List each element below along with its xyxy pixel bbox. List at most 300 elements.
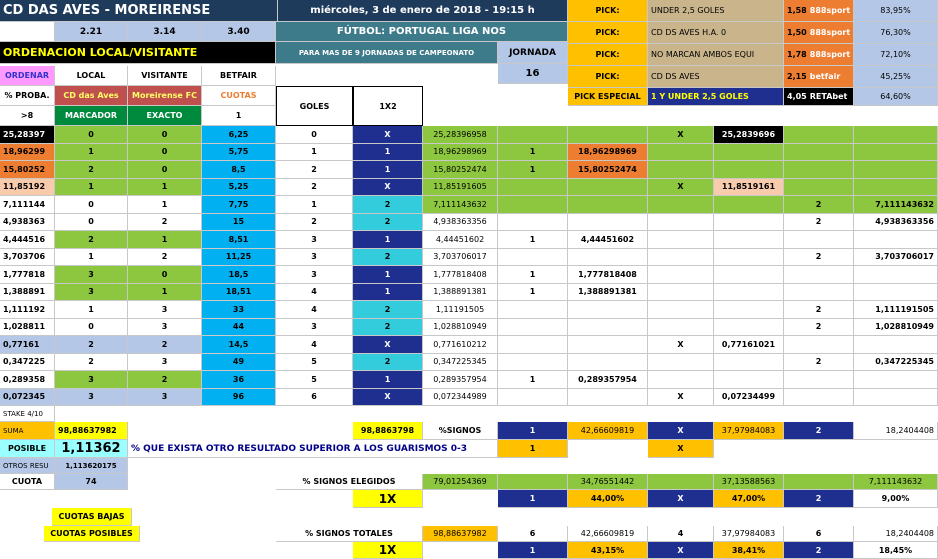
- row-away-goals: 2: [128, 214, 202, 232]
- elegidos-row-cell: 1: [498, 490, 568, 508]
- home-team: CD das Aves: [55, 86, 128, 106]
- pick-especial-label: PICK ESPECIAL: [568, 88, 648, 106]
- row-home-goals: 0: [55, 319, 128, 337]
- row-value-2: [854, 266, 938, 284]
- pick-especial-odd-value: 4,05: [787, 92, 807, 101]
- pick-desc: UNDER 2,5 GOLES: [648, 0, 784, 22]
- row-sign-2: [784, 371, 854, 389]
- row-sign-x: X: [648, 179, 714, 197]
- elegidos-label: % SIGNOS ELEGIDOS: [276, 474, 423, 490]
- row-sign: 1: [353, 371, 423, 389]
- row-value-x: [714, 354, 784, 372]
- row-value-2: [854, 179, 938, 197]
- row-sign-2: [784, 161, 854, 179]
- pick-odd-value: 1,78: [787, 50, 807, 59]
- row-home-goals: 1: [55, 301, 128, 319]
- row-sign: 2: [353, 249, 423, 267]
- row-value-1: 4,44451602: [568, 231, 648, 249]
- pick-desc: CD DS AVES: [648, 66, 784, 88]
- row-sign-1: 1: [498, 161, 568, 179]
- totales-row-cell: 43,15%: [568, 542, 648, 559]
- col-betfair: BETFAIR: [202, 66, 276, 86]
- totales-cell: 6: [784, 526, 854, 542]
- row-away-goals: 3: [128, 301, 202, 319]
- row-value-1: 1,777818408: [568, 266, 648, 284]
- row-sign-2: [784, 126, 854, 144]
- row-probability: 4,444516: [0, 231, 55, 249]
- row-away-goals: 2: [128, 336, 202, 354]
- row-value: 3,703706017: [423, 249, 498, 267]
- row-sign-2: [784, 389, 854, 407]
- row-value-x: 0,07234499: [714, 389, 784, 407]
- row-value-x: 11,8519161: [714, 179, 784, 197]
- row-odd: 6,25: [202, 126, 276, 144]
- elegidos-row-cell: 9,00%: [854, 490, 938, 508]
- away-team: Moreirense FC: [128, 86, 202, 106]
- row-value-2: [854, 126, 938, 144]
- col-1x2: 1X2: [353, 86, 423, 126]
- row-value-x: 25,2839696: [714, 126, 784, 144]
- row-away-goals: 3: [128, 389, 202, 407]
- row-odd: 18,51: [202, 284, 276, 302]
- pick-odd: [784, 44, 854, 66]
- row-away-goals: 1: [128, 231, 202, 249]
- row-sign-x: [648, 354, 714, 372]
- row-odd: 8,51: [202, 231, 276, 249]
- row-sign-2: [784, 336, 854, 354]
- ordenar-button[interactable]: ORDENAR: [0, 66, 55, 86]
- section-title: ORDENACION LOCAL/VISITANTE: [0, 42, 276, 64]
- row-value-x: [714, 319, 784, 337]
- row-home-goals: 0: [55, 196, 128, 214]
- pick-odd-value: 1,58: [787, 6, 807, 15]
- row-value-2: [854, 144, 938, 162]
- row-sign: 2: [353, 214, 423, 232]
- match-date: miércoles, 3 de enero de 2018 - 19:15 h: [278, 0, 568, 22]
- row-value-2: [854, 284, 938, 302]
- pick-odd-value: 1,50: [787, 28, 807, 37]
- row-sign-2: 2: [784, 354, 854, 372]
- row-value-1: 1,388891381: [568, 284, 648, 302]
- row-goals: 2: [276, 179, 353, 197]
- row-value-x: 0,77161021: [714, 336, 784, 354]
- row-sign-x: [648, 231, 714, 249]
- col-local: LOCAL: [55, 66, 128, 86]
- row-sign-2: [784, 284, 854, 302]
- row-probability: 0,77161: [0, 336, 55, 354]
- row-sign-2: 2: [784, 249, 854, 267]
- row-sign: 1: [353, 284, 423, 302]
- posible-x: X: [648, 440, 714, 458]
- pick-odd-value: 2,15: [787, 72, 807, 81]
- suma-value: 98,88637982: [55, 422, 128, 440]
- row-goals: 2: [276, 161, 353, 179]
- row-value-x: [714, 144, 784, 162]
- odd-away: 3.40: [202, 22, 276, 42]
- row-value: 1,388891381: [423, 284, 498, 302]
- row-goals: 6: [276, 389, 353, 407]
- row-goals: 4: [276, 284, 353, 302]
- row-sign-2: 2: [784, 301, 854, 319]
- row-goals: 1: [276, 196, 353, 214]
- row-value-2: [854, 231, 938, 249]
- pick-bookmaker: 888sport: [809, 28, 851, 37]
- row-sign-2: [784, 231, 854, 249]
- totales-row-cell: 2: [784, 542, 854, 559]
- row-value-1: [568, 336, 648, 354]
- row-value-1: [568, 249, 648, 267]
- row-sign-1: [498, 196, 568, 214]
- row-probability: 0,347225: [0, 354, 55, 372]
- row-away-goals: 1: [128, 179, 202, 197]
- row-probability: 7,111144: [0, 196, 55, 214]
- pick-odd: [784, 22, 854, 44]
- row-probability: 0,289358: [0, 371, 55, 389]
- row-probability: 1,388891: [0, 284, 55, 302]
- row-odd: 49: [202, 354, 276, 372]
- col-goles: GOLES: [276, 86, 353, 126]
- cuota-label: CUOTA: [0, 474, 55, 490]
- signos-label: %SIGNOS: [423, 422, 498, 440]
- row-sign: 2: [353, 196, 423, 214]
- elegidos-row-cell: 44,00%: [568, 490, 648, 508]
- row-probability: 15,80252: [0, 161, 55, 179]
- row-sign-x: [648, 319, 714, 337]
- row-sign-x: [648, 196, 714, 214]
- row-value: 11,85191605: [423, 179, 498, 197]
- totales-row-cell: 1: [498, 542, 568, 559]
- cuota-value: 74: [55, 474, 128, 490]
- row-probability: 1,777818: [0, 266, 55, 284]
- row-value-2: [854, 389, 938, 407]
- filter-gt8: >8: [0, 106, 55, 126]
- row-away-goals: 3: [128, 354, 202, 372]
- posible-label: POSIBLE: [0, 440, 55, 458]
- row-odd: 36: [202, 371, 276, 389]
- row-odd: 11,25: [202, 249, 276, 267]
- signos-1: 1: [498, 422, 568, 440]
- row-value-1: [568, 214, 648, 232]
- row-sign-1: 1: [498, 144, 568, 162]
- row-value: 25,28396958: [423, 126, 498, 144]
- totales-cell: 6: [498, 526, 568, 542]
- pick-percent: 76,30%: [854, 22, 938, 44]
- row-sign-x: [648, 161, 714, 179]
- totales-cell: 4: [648, 526, 714, 542]
- row-sign: X: [353, 336, 423, 354]
- row-goals: 2: [276, 214, 353, 232]
- elegidos-pick: 1X: [353, 490, 423, 508]
- elegidos-2: 37,13588563: [714, 474, 784, 490]
- row-odd: 44: [202, 319, 276, 337]
- row-home-goals: 2: [55, 336, 128, 354]
- row-value-2: 0,347225345: [854, 354, 938, 372]
- row-value-x: [714, 301, 784, 319]
- totales-row-cell: 38,41%: [714, 542, 784, 559]
- row-value-x: [714, 231, 784, 249]
- row-sign-2: [784, 266, 854, 284]
- pick-especial-bookmaker: RETAbet: [809, 92, 848, 101]
- col-prob: % PROBA.: [0, 86, 55, 106]
- row-value-2: 7,111143632: [854, 196, 938, 214]
- row-goals: 5: [276, 371, 353, 389]
- row-odd: 96: [202, 389, 276, 407]
- signos-2: 2: [784, 422, 854, 440]
- row-sign-2: [784, 179, 854, 197]
- totales-pick: 1X: [353, 542, 423, 559]
- row-sign: 2: [353, 301, 423, 319]
- row-value-1: 0,289357954: [568, 371, 648, 389]
- pick-bookmaker: 888sport: [809, 6, 851, 15]
- row-sign-1: 1: [498, 231, 568, 249]
- row-value-x: [714, 284, 784, 302]
- row-goals: 0: [276, 126, 353, 144]
- col-cuotas: CUOTAS: [202, 86, 276, 106]
- row-goals: 1: [276, 144, 353, 162]
- row-sign-x: [648, 214, 714, 232]
- elegidos-value: 79,01254369: [423, 474, 498, 490]
- row-sign-1: [498, 336, 568, 354]
- row-odd: 18,5: [202, 266, 276, 284]
- col-marcador: MARCADOR: [55, 106, 128, 126]
- row-sign-x: X: [648, 336, 714, 354]
- row-probability: 18,96299: [0, 144, 55, 162]
- pick-odd: [784, 0, 854, 22]
- row-sign-1: 1: [498, 284, 568, 302]
- pick-label: PICK:: [568, 44, 648, 66]
- row-value-x: [714, 371, 784, 389]
- suma-right: 98,8863798: [353, 422, 423, 440]
- row-away-goals: 1: [128, 196, 202, 214]
- row-value: 4,938363356: [423, 214, 498, 232]
- odd-home: 2.21: [55, 22, 128, 42]
- row-sign: 1: [353, 144, 423, 162]
- row-value: 0,347225345: [423, 354, 498, 372]
- row-sign-2: 2: [784, 319, 854, 337]
- totales-cell: 37,97984083: [714, 526, 784, 542]
- row-value-2: 1,111191505: [854, 301, 938, 319]
- row-value-2: 3,703706017: [854, 249, 938, 267]
- row-value-2: 1,028810949: [854, 319, 938, 337]
- pick-desc: CD DS AVES H.A. 0: [648, 22, 784, 44]
- elegidos-3: 7,111143632: [854, 474, 938, 490]
- pick-odd: [784, 66, 854, 88]
- row-sign-x: [648, 249, 714, 267]
- row-sign-2: 2: [784, 196, 854, 214]
- row-value: 0,289357954: [423, 371, 498, 389]
- row-sign-1: 1: [498, 266, 568, 284]
- jornada-label: JORNADA: [498, 42, 568, 64]
- pick-label: PICK:: [568, 22, 648, 44]
- match-title: CD DAS AVES - MOREIRENSE: [0, 0, 278, 22]
- row-value: 4,44451602: [423, 231, 498, 249]
- row-goals: 4: [276, 336, 353, 354]
- posible-value: 1,11362: [55, 440, 128, 458]
- row-value-1: [568, 179, 648, 197]
- row-away-goals: 0: [128, 266, 202, 284]
- pick-label: PICK:: [568, 0, 648, 22]
- row-value-1: [568, 389, 648, 407]
- row-odd: 33: [202, 301, 276, 319]
- pick-desc: NO MARCAN AMBOS EQUI: [648, 44, 784, 66]
- row-goals: 5: [276, 354, 353, 372]
- row-probability: 3,703706: [0, 249, 55, 267]
- totales-row-cell: 18,45%: [854, 542, 938, 559]
- row-sign: 2: [353, 319, 423, 337]
- row-value: 15,80252474: [423, 161, 498, 179]
- row-sign: X: [353, 179, 423, 197]
- row-sign-2: [784, 144, 854, 162]
- odds-blank: [0, 22, 55, 42]
- row-home-goals: 0: [55, 126, 128, 144]
- row-sign-x: [648, 301, 714, 319]
- otros-value: 1,113620175: [55, 458, 128, 474]
- signos-1-pct: 42,66609819: [568, 422, 648, 440]
- row-value-1: [568, 196, 648, 214]
- row-value: 1,028810949: [423, 319, 498, 337]
- totales-cell: 18,2404408: [854, 526, 938, 542]
- row-value: 7,111143632: [423, 196, 498, 214]
- row-value-x: [714, 214, 784, 232]
- row-probability: 11,85192: [0, 179, 55, 197]
- row-sign-x: [648, 266, 714, 284]
- row-odd: 5,25: [202, 179, 276, 197]
- row-odd: 5,75: [202, 144, 276, 162]
- row-probability: 0,072345: [0, 389, 55, 407]
- row-sign-1: [498, 214, 568, 232]
- row-home-goals: 1: [55, 249, 128, 267]
- row-value-1: [568, 126, 648, 144]
- row-away-goals: 0: [128, 161, 202, 179]
- row-value-x: [714, 249, 784, 267]
- row-sign-2: 2: [784, 214, 854, 232]
- row-sign-1: [498, 319, 568, 337]
- pick-bookmaker: betfair: [809, 72, 841, 81]
- row-sign-1: [498, 354, 568, 372]
- row-sign-x: [648, 371, 714, 389]
- row-home-goals: 0: [55, 214, 128, 232]
- row-value-1: 18,96298969: [568, 144, 648, 162]
- elegidos-blank-2: [648, 474, 714, 490]
- row-value: 0,072344989: [423, 389, 498, 407]
- row-sign-1: [498, 301, 568, 319]
- col-visitante: VISITANTE: [128, 66, 202, 86]
- row-probability: 25,28397: [0, 126, 55, 144]
- row-probability: 1,111192: [0, 301, 55, 319]
- totales-value: 98,88637982: [423, 526, 498, 542]
- elegidos-row-cell: 2: [784, 490, 854, 508]
- row-value-1: [568, 319, 648, 337]
- posible-text: % QUE EXISTA OTRO RESULTADO SUPERIOR A LOS GUARISMOS 0-3: [128, 440, 498, 458]
- row-sign: X: [353, 389, 423, 407]
- row-value-2: [854, 161, 938, 179]
- row-home-goals: 3: [55, 266, 128, 284]
- row-probability: 1,028811: [0, 319, 55, 337]
- col-exacto: EXACTO: [128, 106, 202, 126]
- pick-especial-odd: [784, 88, 854, 106]
- row-sign: 1: [353, 266, 423, 284]
- league-name: FÚTBOL: PORTUGAL LIGA NOS: [276, 22, 568, 42]
- row-sign-x: [648, 284, 714, 302]
- row-value-x: [714, 196, 784, 214]
- row-value-2: [854, 336, 938, 354]
- row-home-goals: 3: [55, 284, 128, 302]
- col-one: 1: [202, 106, 276, 126]
- row-home-goals: 2: [55, 354, 128, 372]
- jornadas-note: PARA MAS DE 9 JORNADAS DE CAMPEONATO: [276, 42, 498, 64]
- row-value: 18,96298969: [423, 144, 498, 162]
- pick-especial-desc: 1 Y UNDER 2,5 GOLES: [648, 88, 784, 106]
- pick-especial-percent: 64,60%: [854, 88, 938, 106]
- row-goals: 3: [276, 231, 353, 249]
- cuotas-posibles: CUOTAS POSIBLES: [44, 526, 140, 542]
- row-value-x: [714, 266, 784, 284]
- pick-percent: 83,95%: [854, 0, 938, 22]
- row-sign-1: [498, 249, 568, 267]
- suma-label: SUMA: [0, 422, 55, 440]
- pick-label: PICK:: [568, 66, 648, 88]
- row-away-goals: 2: [128, 371, 202, 389]
- row-value-2: 4,938363356: [854, 214, 938, 232]
- row-home-goals: 2: [55, 161, 128, 179]
- row-value-2: [854, 371, 938, 389]
- signos-2-pct: 18,2404408: [854, 422, 938, 440]
- row-probability: 4,938363: [0, 214, 55, 232]
- cuotas-bajas: CUOTAS BAJAS: [52, 508, 132, 526]
- row-sign: 2: [353, 354, 423, 372]
- signos-x-pct: 37,97984083: [714, 422, 784, 440]
- elegidos-row-cell: X: [648, 490, 714, 508]
- odd-draw: 3.14: [128, 22, 202, 42]
- row-sign-x: X: [648, 126, 714, 144]
- pick-percent: 72,10%: [854, 44, 938, 66]
- row-value-1: [568, 301, 648, 319]
- totales-row-cell: X: [648, 542, 714, 559]
- row-goals: 3: [276, 319, 353, 337]
- row-goals: 4: [276, 301, 353, 319]
- row-away-goals: 0: [128, 126, 202, 144]
- row-sign-x: [648, 144, 714, 162]
- row-value: 0,771610212: [423, 336, 498, 354]
- row-sign-1: 1: [498, 371, 568, 389]
- pick-percent: 45,25%: [854, 66, 938, 88]
- row-value-1: 15,80252474: [568, 161, 648, 179]
- row-goals: 3: [276, 266, 353, 284]
- totales-label: % SIGNOS TOTALES: [276, 526, 423, 542]
- row-odd: 15: [202, 214, 276, 232]
- row-away-goals: 0: [128, 144, 202, 162]
- row-away-goals: 1: [128, 284, 202, 302]
- row-sign-1: [498, 179, 568, 197]
- row-sign: X: [353, 126, 423, 144]
- pick-bookmaker: 888sport: [809, 50, 851, 59]
- row-sign-x: X: [648, 389, 714, 407]
- jornada-value: 16: [498, 64, 568, 84]
- elegidos-row-cell: 47,00%: [714, 490, 784, 508]
- stake: STAKE 4/10: [0, 406, 55, 422]
- row-away-goals: 2: [128, 249, 202, 267]
- row-sign: 1: [353, 231, 423, 249]
- row-away-goals: 3: [128, 319, 202, 337]
- row-home-goals: 3: [55, 389, 128, 407]
- row-odd: 7,75: [202, 196, 276, 214]
- otros-label: OTROS RESU: [0, 458, 55, 474]
- row-sign-1: [498, 126, 568, 144]
- row-sign: 1: [353, 161, 423, 179]
- elegidos-blank-1: [498, 474, 568, 490]
- elegidos-blank-3: [784, 474, 854, 490]
- row-home-goals: 1: [55, 179, 128, 197]
